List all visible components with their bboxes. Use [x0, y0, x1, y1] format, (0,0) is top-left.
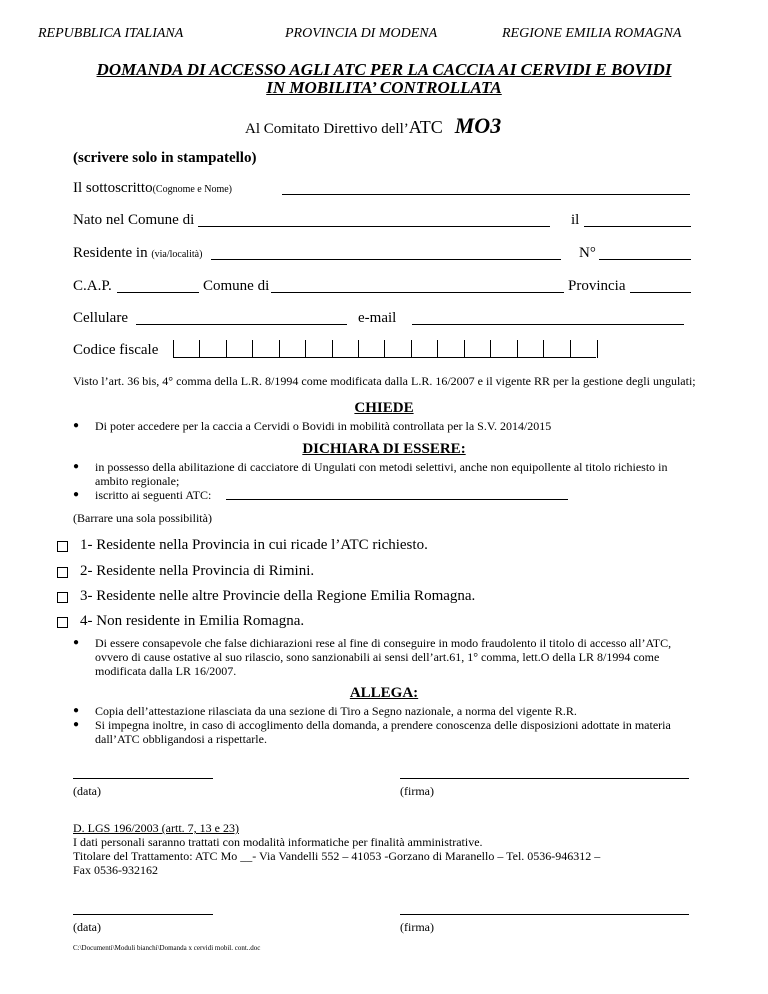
- option-3-checkbox[interactable]: [57, 592, 68, 603]
- addressee-code: MO3: [454, 113, 502, 138]
- cf-box[interactable]: [199, 340, 200, 358]
- cf-box[interactable]: [411, 340, 412, 358]
- allega-item-copia: Copia dell’attestazione rilasciata da una sezione di Tiro a Segno nazionale, a norma del vigente R.R.: [95, 704, 577, 718]
- label-cap: C.A.P.: [73, 278, 112, 294]
- cf-box[interactable]: [332, 340, 333, 358]
- label-comune: Comune di: [203, 278, 270, 294]
- bullet-icon: ●: [73, 461, 80, 472]
- option-2-checkbox[interactable]: [57, 567, 68, 578]
- option-2-label: 2- Residente nella Provincia di Rimini.: [80, 563, 315, 579]
- chiede-heading: CHIEDE: [354, 400, 414, 416]
- sottoscritto-line[interactable]: [282, 194, 690, 195]
- allega-heading: ALLEGA:: [349, 685, 419, 701]
- bullet-icon: ●: [73, 420, 80, 431]
- numero-line[interactable]: [599, 259, 691, 260]
- cf-box[interactable]: [490, 340, 491, 358]
- data-line-2[interactable]: [73, 914, 213, 915]
- label-numero: N°: [579, 245, 596, 261]
- dichiara-item-abilitazione: in possesso della abilitazione di cacciatore di Ungulati con metodi selettivi, anche non equipollente al titolo richiesto in ambito regionale;: [95, 460, 668, 488]
- cf-box[interactable]: [437, 340, 438, 358]
- cf-box[interactable]: [570, 340, 598, 358]
- cf-box[interactable]: [517, 340, 518, 358]
- privacy-line3: Fax 0536-932162: [73, 863, 158, 877]
- footer-file-path: C:\Documenti\Moduli bianchi\Domanda x cervidi mobil. cont..doc: [73, 944, 261, 952]
- bullet-icon: ●: [73, 637, 80, 648]
- bullet-icon: ●: [73, 705, 80, 716]
- privacy-line1: I dati personali saranno trattati con modalità informatiche per finalità amministrative.: [73, 835, 483, 849]
- nato-data-line[interactable]: [584, 226, 691, 227]
- privacy-line2: Titolare del Trattamento: ATC Mo __- Via Vandelli 552 – 41053 -Gorzano di Maranello – Tel. 0536-946312 –: [73, 849, 601, 863]
- comune-line[interactable]: [271, 292, 564, 293]
- addressee-atc: ATC: [408, 117, 443, 137]
- allega-item-impegno: Si impegna inoltre, in caso di accoglimento della domanda, a prendere conoscenza delle disposizioni adottate in materia dall’ATC obbligandosi a rispettarle.: [95, 718, 671, 746]
- option-3-label: 3- Residente nelle altre Provincie della Regione Emilia Romagna.: [80, 588, 476, 604]
- bullet-icon: ●: [73, 489, 80, 500]
- option-1-checkbox[interactable]: [57, 541, 68, 552]
- label-residente: Residente in (via/località): [73, 245, 203, 261]
- nato-comune-line[interactable]: [198, 226, 550, 227]
- header-left: REPUBBLICA ITALIANA: [38, 26, 184, 41]
- privacy-title: D. LGS 196/2003 (artt. 7, 13 e 23): [73, 821, 239, 835]
- addressee-prefix: Al Comitato Direttivo dell’: [245, 121, 409, 137]
- addressee: [245, 113, 501, 139]
- consapevole-paragraph: Di essere consapevole che false dichiarazioni rese al fine di conseguire in modo fraudolento il titolo di accesso all’ATC, ovvero di cause ostative al suo rilascio, sono sanzionabili ai sensi dell’art.61, 1° comma, lett.O della LR 8/1994 come modificata dalla LR 16/2007.: [95, 636, 672, 678]
- cf-box[interactable]: [252, 340, 253, 358]
- cap-line[interactable]: [117, 292, 199, 293]
- barrare-note: (Barrare una sola possibilità): [73, 511, 212, 525]
- bullet-icon: ●: [73, 719, 80, 730]
- header-center: PROVINCIA DI MODENA: [285, 26, 438, 41]
- firma-line-1[interactable]: [400, 778, 689, 779]
- option-4-checkbox[interactable]: [57, 617, 68, 628]
- label-sottoscritto: Il sottoscritto(Cognome e Nome): [73, 180, 233, 196]
- label-provincia: Provincia: [568, 278, 626, 294]
- label-email: e-mail: [358, 310, 397, 326]
- email-line[interactable]: [412, 324, 684, 325]
- firma-line-2[interactable]: [400, 914, 689, 915]
- dichiara-heading: DICHIARA DI ESSERE:: [302, 441, 466, 457]
- firma-label-1: (firma): [400, 784, 434, 798]
- visto-paragraph: Visto l’art. 36 bis, 4° comma della L.R. 8/1994 come modificata dalla L.R. 16/2007 e il vigente RR per la gestione degli ungulati;: [73, 374, 696, 388]
- form-title-line1: DOMANDA DI ACCESSO AGLI ATC PER LA CACCIA AI CERVIDI E BOVIDI: [96, 60, 672, 79]
- header-right: REGIONE EMILIA ROMAGNA: [502, 26, 682, 41]
- cf-box[interactable]: [543, 340, 544, 358]
- cf-box[interactable]: [173, 340, 174, 358]
- provincia-line[interactable]: [630, 292, 691, 293]
- cf-box[interactable]: [226, 340, 227, 358]
- label-codice-fiscale: Codice fiscale: [73, 342, 159, 358]
- cf-box[interactable]: [279, 340, 280, 358]
- form-title-line2: IN MOBILITA’ CONTROLLATA: [266, 78, 502, 97]
- data-label-1: (data): [73, 784, 101, 798]
- dichiara-item-iscritto: iscritto ai seguenti ATC:: [95, 488, 212, 502]
- cf-box[interactable]: [384, 340, 385, 358]
- chiede-item: Di poter accedere per la caccia a Cervidi o Bovidi in mobilità controllata per la S.V. 2014/2015: [95, 419, 552, 433]
- data-label-2: (data): [73, 920, 101, 934]
- cellulare-line[interactable]: [136, 324, 347, 325]
- cf-box[interactable]: [305, 340, 306, 358]
- option-4-label: 4- Non residente in Emilia Romagna.: [80, 613, 305, 629]
- residente-line[interactable]: [211, 259, 561, 260]
- label-il: il: [571, 212, 580, 228]
- cf-box[interactable]: [358, 340, 359, 358]
- cf-box[interactable]: [464, 340, 465, 358]
- label-cellulare: Cellulare: [73, 310, 128, 326]
- iscritto-atc-line[interactable]: [226, 499, 568, 500]
- data-line-1[interactable]: [73, 778, 213, 779]
- option-1-label: 1- Residente nella Provincia in cui ricade l’ATC richiesto.: [80, 537, 428, 553]
- firma-label-2: (firma): [400, 920, 434, 934]
- caps-note: (scrivere solo in stampatello): [73, 150, 257, 166]
- label-nato: Nato nel Comune di: [73, 212, 195, 228]
